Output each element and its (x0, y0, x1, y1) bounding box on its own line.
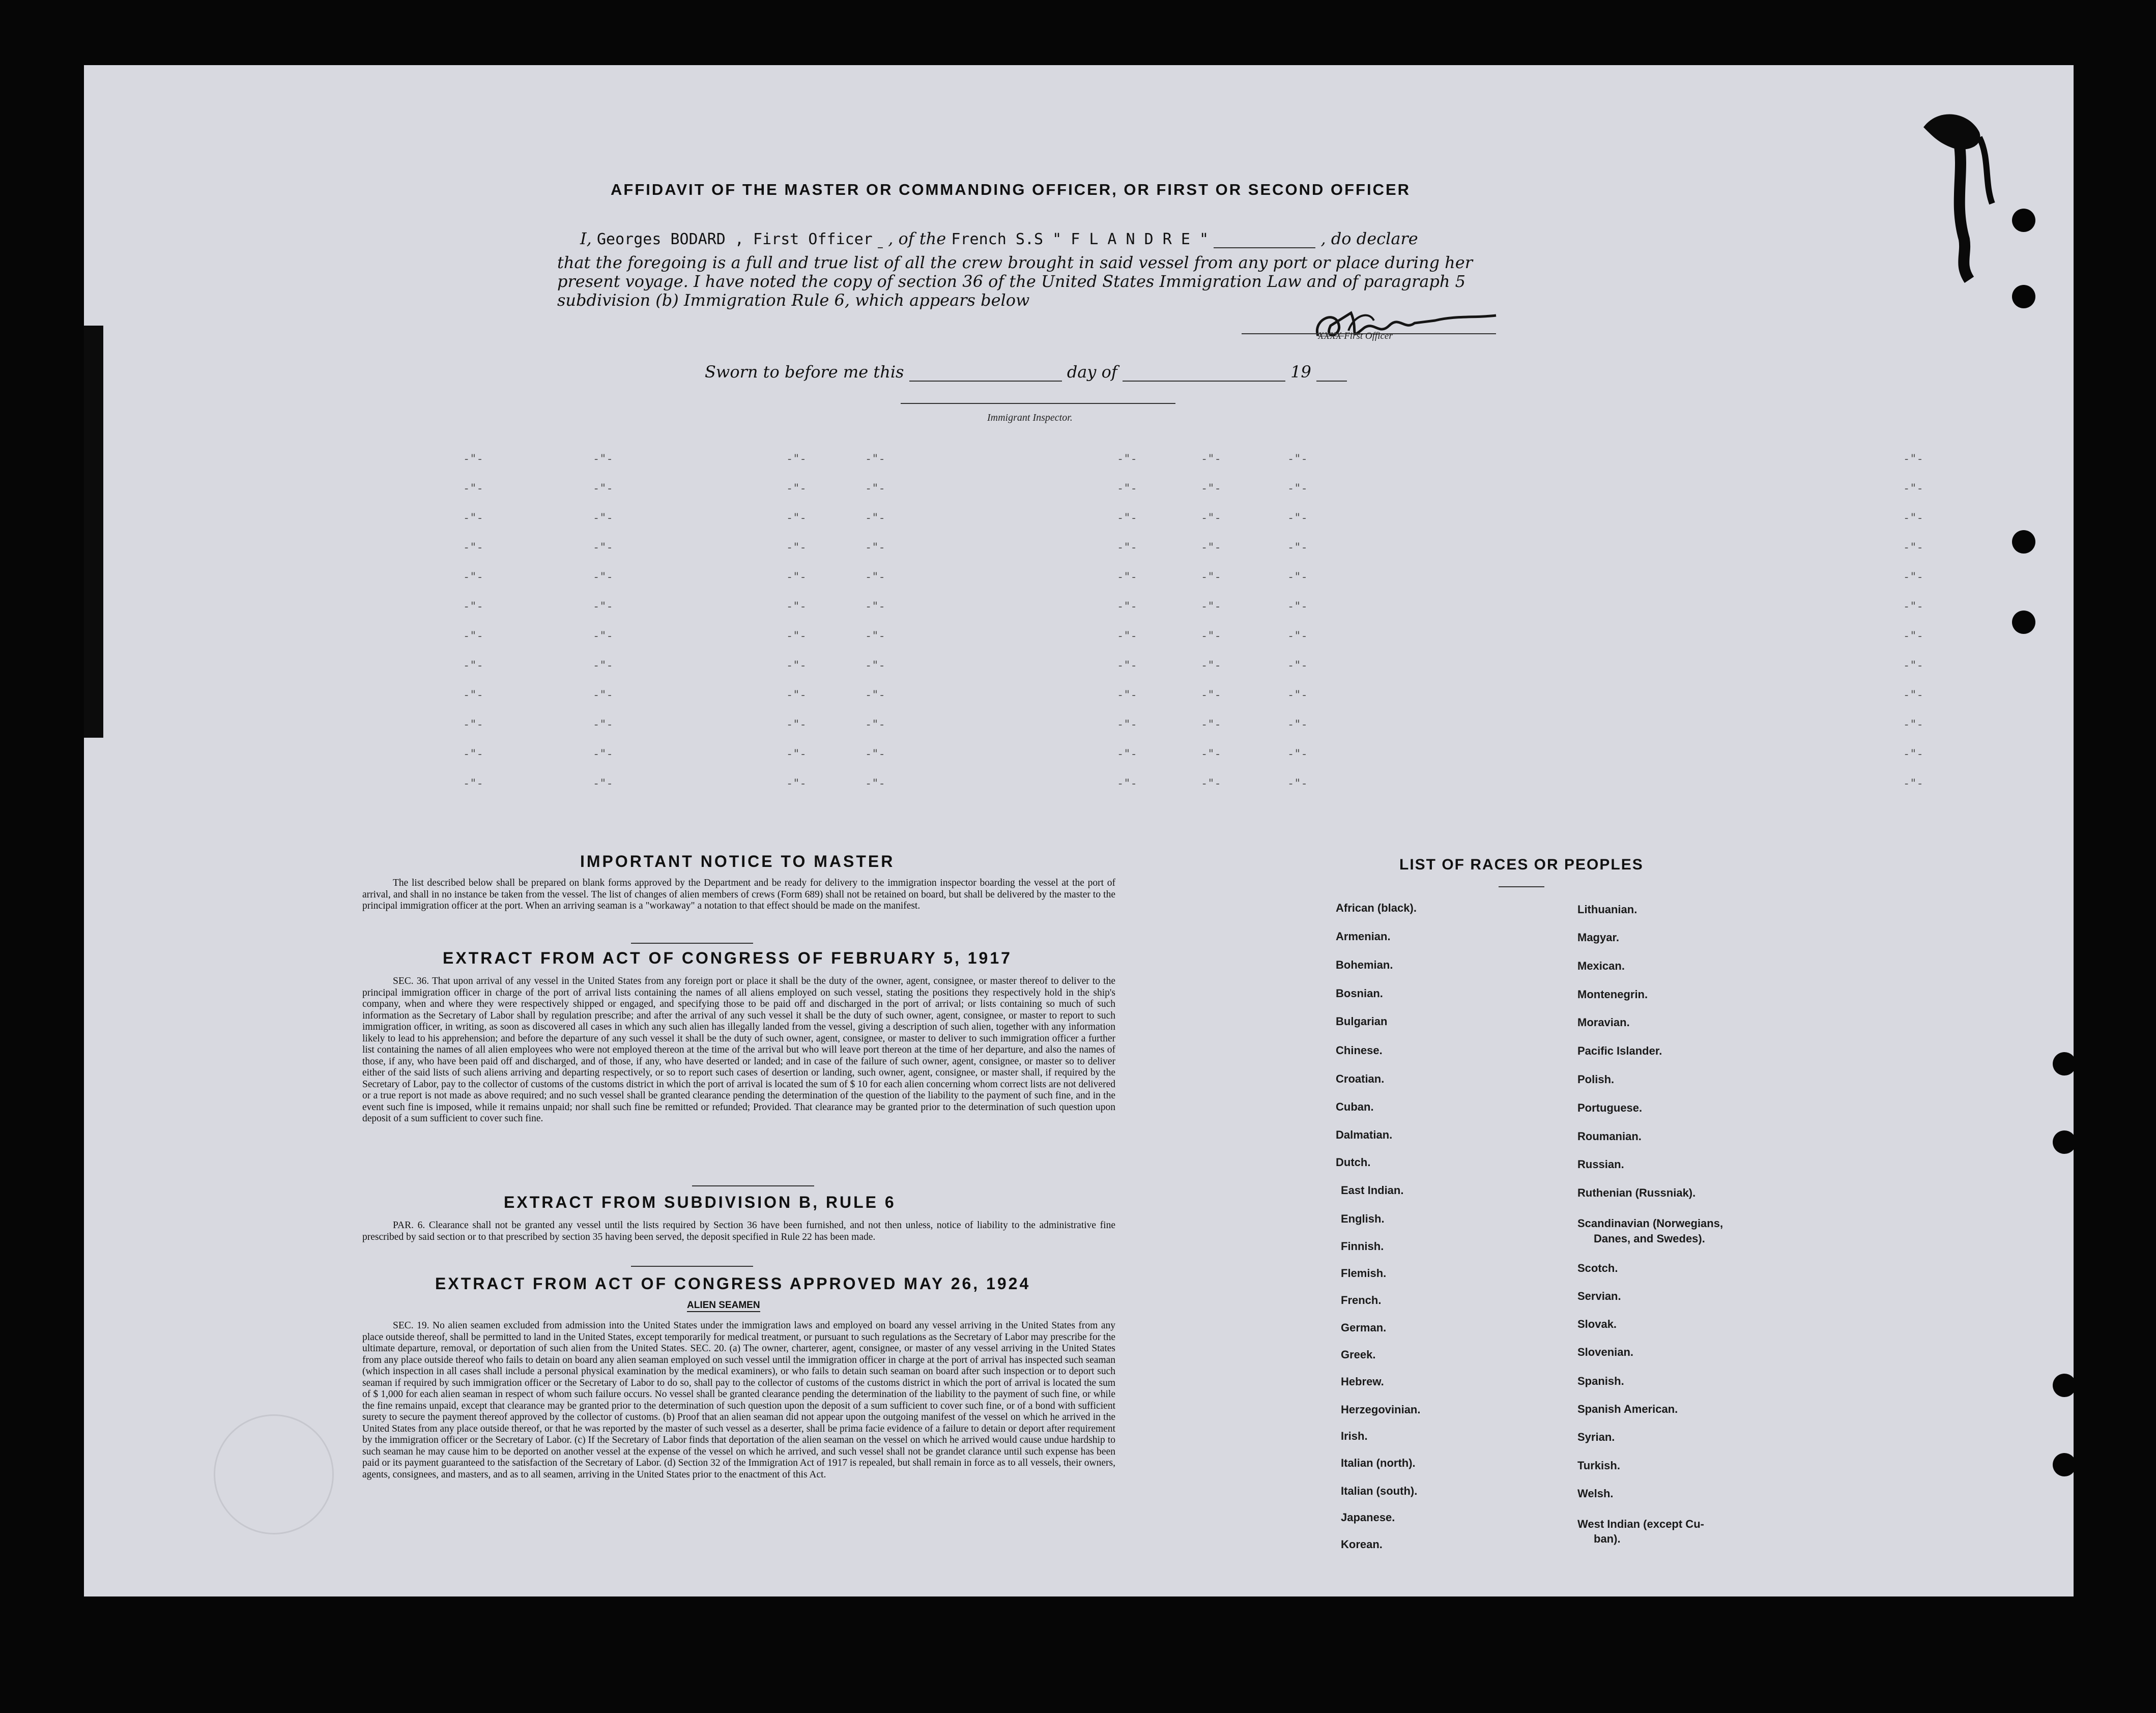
sworn-day-of: day of (1067, 362, 1117, 382)
ditto-mark: -"- (1201, 453, 1221, 466)
declaration-line-1 (580, 229, 1418, 248)
race-item: Korean. (1341, 1538, 1383, 1551)
races-title-divider (1499, 886, 1544, 887)
ditto-mark: -"- (1117, 453, 1137, 466)
race-item: Welsh. (1577, 1487, 1614, 1500)
extract-rule6-text: PAR. 6. Clearance shall not be granted any vessel until the lists required by Section 36 have been furnished, and not then unless, notice of liability to the administrative fine prescribed by said section or to that prescribed by section 35 having been served, the deposit specified in Rule 22 has been made. (362, 1220, 1115, 1242)
ditto-mark: -"- (1287, 689, 1308, 702)
ditto-mark: -"- (865, 748, 885, 761)
ditto-mark: -"- (463, 541, 483, 554)
ditto-mark: -"- (1287, 718, 1308, 731)
ditto-mark: -"- (1287, 748, 1308, 761)
race-item: Japanese. (1341, 1511, 1395, 1524)
ditto-mark: -"- (1903, 571, 1923, 584)
ditto-mark: -"- (593, 630, 613, 643)
race-item: Irish. (1341, 1430, 1368, 1442)
race-item: French. (1341, 1294, 1382, 1306)
ditto-mark: -"- (865, 571, 885, 584)
ditto-mark: -"- (1117, 718, 1137, 731)
ditto-mark: -"- (1903, 541, 1923, 554)
race-item: English. (1341, 1212, 1385, 1225)
binder-hole (2012, 530, 2035, 554)
race-item: Flemish. (1341, 1267, 1387, 1280)
inspector-label: Immigrant Inspector. (987, 412, 1073, 423)
ditto-mark: -"- (1117, 659, 1137, 672)
ditto-mark: -"- (463, 748, 483, 761)
ditto-mark: -"- (1287, 482, 1308, 495)
race-item: Syrian. (1577, 1431, 1615, 1443)
races-title: LIST OF RACES OR PEOPLES (1399, 856, 1644, 873)
ditto-mark: -"- (1903, 630, 1923, 643)
ditto-mark: -"- (865, 659, 885, 672)
officer-name: Georges BODARD , First Officer (596, 230, 873, 248)
race-item: Herzegovinian. (1341, 1403, 1421, 1416)
race-item: Croatian. (1336, 1072, 1385, 1085)
race-item: West Indian (except Cu- (1577, 1518, 1704, 1530)
ditto-mark: -"- (786, 659, 807, 672)
extract-1917-text: SEC. 36. That upon arrival of any vessel in the United States from any foreign port or place it shall be the duty of the owner, agent, consignee, or master thereof to deliver to the principal immigration officer in charge of the port of arrival lists containing the names of all aliens employed on such vessel, stating the positions they respectively hold in the ship's company, when and where they were respectively shipped or engaged, and specifying those to be paid off and discharged in the port of arrival; or lists containing so much of such information as the Secretary of Labor shall by regulation prescribe; and after the arrival of any such vessel it shall be the duty of such owner, agent, consignee, or master to report to such immigration officer, in writing, as soon as discovered all cases in which any such alien has illegally landed from the vessel, giving a description of such alien, together with any information likely to lead to his apprehension; and before the departure of any such vessel it shall be the duty of such owner, agent, consignee, or master to deliver to such immigration officer a further list containing the names of all alien employees who were not employed thereon at the time of the arrival but who will leave port thereon at the time of her departure, and also the names of those, if any, who have been paid off and discharged, and of those, if any, who have deserted or landed; and in case of the failure of such owner, agent, consignee, or master so to deliver either of the said lists of such aliens arriving and departing respectively, or so to report such cases of desertion or landing, such owner, agent, consignee, or master shall, if required by the Secretary of Labor, pay to the collector of customs of the customs district in which the port of arrival is located the sum of $ 10 for each alien concerning whom correct lists are not delivered or a true report is not made as above required; and no such vessel shall be granted clearance pending the determination of the question of the liability to the payment of such fine, and in the event such fine is imposed, while it remains unpaid; nor shall such fine be remitted or refunded; Provided. That clearance may be granted prior to the determination of such question upon deposit of a sum sufficient to cover such fine. (362, 976, 1115, 1124)
ditto-mark: -"- (1287, 777, 1308, 790)
race-item: Russian. (1577, 1158, 1624, 1171)
ditto-mark: -"- (1287, 600, 1308, 613)
race-item: Roumanian. (1577, 1130, 1642, 1143)
ditto-mark: -"- (593, 777, 613, 790)
race-item: Dutch. (1336, 1156, 1371, 1169)
faint-stamp (214, 1414, 334, 1534)
officer-label (1318, 331, 1393, 342)
ditto-mark: -"- (1117, 600, 1137, 613)
ditto-mark: -"- (1201, 718, 1221, 731)
extract-1917-title: EXTRACT FROM ACT OF CONGRESS OF FEBRUARY 5, 1917 (443, 949, 1012, 967)
ditto-mark: -"- (865, 482, 885, 495)
ditto-mark: -"- (1903, 659, 1923, 672)
race-item: African (black). (1336, 902, 1417, 914)
race-item: Bulgarian (1336, 1015, 1388, 1028)
ditto-mark: -"- (1903, 482, 1923, 495)
ditto-mark: -"- (1903, 512, 1923, 525)
race-item: Italian (south). (1341, 1485, 1418, 1497)
ditto-mark: -"- (865, 600, 885, 613)
ditto-mark: -"- (593, 659, 613, 672)
race-item: Danes, and Swedes). (1594, 1232, 1705, 1245)
race-item: Finnish. (1341, 1240, 1384, 1253)
sworn-line (705, 362, 1347, 382)
binder-hole (2053, 1130, 2076, 1154)
ditto-mark: -"- (1287, 512, 1308, 525)
ditto-mark: -"- (1117, 689, 1137, 702)
ditto-mark: -"- (463, 630, 483, 643)
ditto-mark: -"- (593, 453, 613, 466)
sworn-day-blank (909, 368, 1062, 382)
extract-1917-divider (692, 1185, 814, 1186)
ditto-mark: -"- (1903, 718, 1923, 731)
race-item: Scotch. (1577, 1262, 1618, 1274)
ditto-mark: -"- (1287, 630, 1308, 643)
ditto-mark: -"- (1903, 777, 1923, 790)
race-item: Spanish American. (1577, 1403, 1678, 1415)
ditto-mark: -"- (865, 777, 885, 790)
notice-text: The list described below shall be prepared on blank forms approved by the Department and be ready for delivery to the immigration inspector boarding the vessel at the port of arrival, and shall in no instance be taken from the vessel. The list of changes of alien members of crews (Form 689) shall not be retained on board, but shall be delivered by the master to the principal immigration officer at the port. When an arriving seaman is a "workaway" a notation to that effect should be made on the manifest. (362, 878, 1115, 911)
declaration-declare: , do declare (1320, 229, 1418, 248)
ditto-mark: -"- (1287, 571, 1308, 584)
binder-hole (2012, 611, 2035, 634)
extract-rule6-title: EXTRACT FROM SUBDIVISION B, RULE 6 (504, 1193, 896, 1211)
race-item: Italian (north). (1341, 1457, 1416, 1469)
ditto-mark: -"- (786, 571, 807, 584)
ditto-mark: -"- (463, 659, 483, 672)
race-item: Armenian. (1336, 930, 1391, 943)
officer-signature (1303, 300, 1567, 351)
race-item: Slovenian. (1577, 1346, 1634, 1358)
race-item: Greek. (1341, 1348, 1376, 1361)
race-item: Cuban. (1336, 1100, 1374, 1113)
ditto-mark: -"- (1287, 453, 1308, 466)
ditto-mark: -"- (1201, 748, 1221, 761)
extract-rule6-divider (631, 1266, 753, 1267)
sworn-year: 19 (1290, 362, 1311, 382)
struck-text: XXXX (1318, 331, 1344, 341)
race-item: Montenegrin. (1577, 988, 1648, 1001)
ditto-mark: -"- (1117, 630, 1137, 643)
ditto-mark: -"- (1117, 541, 1137, 554)
vessel-underline (1214, 235, 1315, 248)
ditto-mark: -"- (1201, 482, 1221, 495)
ditto-mark: -"- (786, 718, 807, 731)
ditto-mark: -"- (593, 748, 613, 761)
ditto-mark: -"- (1201, 689, 1221, 702)
binding-tie (1903, 71, 2005, 285)
vessel-name: French S.S " F L A N D R E " (951, 230, 1209, 248)
ditto-mark: -"- (463, 571, 483, 584)
ditto-mark: -"- (1903, 453, 1923, 466)
ditto-mark: -"- (593, 600, 613, 613)
extract-1924-text: SEC. 19. No alien seamen excluded from admission into the United States under the immigration laws and employed on board any vessel arriving in the United States from any place outside thereof, shall be permitted to land in the United States, except temporarily for medical treatment, or pursuant to such regulations as the Secretary of Labor may prescribe for the ultimate departure, removal, or deportation of such alien from the United States. SEC. 20. (a) The owner, charterer, agent, consignee, or master of any vessel arriving in the United States from any place outside thereof who fails to detain on board any alien seaman employed on such vessel until the immigration officer in charge at the port of arrival has inspected such seaman (which inspection in all cases shall include a personal physical examination by the medical examiners), or who fails to detain such seaman on board after such inspection or to deport such seaman if required by such immigration officer or the Secretary of Labor to do so, shall pay to the collector of customs of the customs district in which the port of arrival is located the sum of $ 1,000 for each alien seaman in respect of whom such failure occurs. No vessel shall be granted clearance pending the determination of the liability to the payment of such fine, or while the fine remains unpaid, except that clearance may be granted prior to the determination of such question upon the deposit of a sum sufficient to cover such fine, or of a bond with sufficient surety to secure the payment thereof approved by the collector of customs. (b) Proof that an alien seaman did not appear upon the outgoing manifest of the vessel on which he arrived in the United States from any place outside thereof, or that he was reported by the master of such vessel as a deserter, shall be prima facie evidence of a failure to detain or deport after requirement by the immigration officer or the Secretary of Labor. (c) If the Secretary of Labor finds that deportation of the alien seaman on the vessel on which he arrived would cause undue hardship to such seaman he may cause him to be deported on another vessel at the expense of the vessel on which he arrived, and such vessel shall not be grandet clarance until such expense has been paid or its payment guaranteed to the satisfaction of the Secretary of Labor. (d) Section 32 of the Immigration Act of 1917 is repealed, but shall remain in force as to all vessels, their owners, agents, consignees, and masters, and as to all seamen, arriving in the United States prior to the enactment of this Act. (362, 1320, 1115, 1480)
race-item: Bohemian. (1336, 959, 1393, 971)
notice-title: IMPORTANT NOTICE TO MASTER (580, 852, 895, 870)
name-underline (878, 235, 883, 248)
race-item: Slovak. (1577, 1318, 1617, 1330)
binder-hole (2012, 285, 2035, 308)
race-item: Spanish. (1577, 1375, 1624, 1387)
ditto-mark: -"- (865, 689, 885, 702)
race-item: Hebrew. (1341, 1375, 1384, 1388)
declaration-prefix: I, (580, 229, 592, 248)
declaration-line-2: that the foregoing is a full and true list of all the crew brought in said vessel from any port or place during her (557, 253, 1473, 272)
ditto-mark: -"- (786, 630, 807, 643)
ditto-mark: -"- (593, 512, 613, 525)
declaration-of-the: , of the (888, 229, 946, 248)
sworn-year-blank (1316, 368, 1347, 382)
ditto-mark: -"- (786, 689, 807, 702)
binder-hole (2053, 1052, 2076, 1076)
ditto-mark: -"- (786, 777, 807, 790)
ditto-mark: -"- (1201, 777, 1221, 790)
ditto-mark: -"- (1201, 630, 1221, 643)
race-item: Magyar. (1577, 931, 1619, 944)
ditto-mark: -"- (786, 600, 807, 613)
binder-hole (2012, 209, 2035, 232)
binder-hole (2053, 1374, 2076, 1397)
ditto-mark: -"- (463, 689, 483, 702)
race-item: East Indian. (1341, 1184, 1404, 1197)
ditto-mark: -"- (463, 777, 483, 790)
officer-title: First Officer (1344, 331, 1393, 341)
race-item: Ruthenian (Russniak). (1577, 1186, 1696, 1199)
ditto-mark: -"- (786, 453, 807, 466)
ditto-mark: -"- (463, 482, 483, 495)
ditto-mark: -"- (1201, 512, 1221, 525)
left-edge-tab (84, 326, 103, 738)
ditto-mark: -"- (463, 512, 483, 525)
race-item: Moravian. (1577, 1016, 1630, 1029)
race-item: Pacific Islander. (1577, 1044, 1662, 1057)
ditto-mark: -"- (786, 482, 807, 495)
declaration-line-3: present voyage. I have noted the copy of section 36 of the United States Immigration Law and of paragraph 5 (557, 272, 1465, 291)
ditto-mark: -"- (865, 718, 885, 731)
binder-hole (2053, 1453, 2076, 1476)
ditto-mark: -"- (1201, 659, 1221, 672)
ditto-mark: -"- (865, 453, 885, 466)
ditto-mark: -"- (865, 630, 885, 643)
race-item: Polish. (1577, 1073, 1615, 1086)
ditto-mark: -"- (1117, 482, 1137, 495)
ditto-mark: -"- (786, 748, 807, 761)
ditto-mark: -"- (786, 512, 807, 525)
extract-1924-title: EXTRACT FROM ACT OF CONGRESS APPROVED MAY 26, 1924 (435, 1274, 1031, 1293)
inspector-line (901, 403, 1175, 404)
ditto-mark: -"- (1287, 541, 1308, 554)
ditto-mark: -"- (1117, 512, 1137, 525)
race-item: ban). (1594, 1532, 1621, 1545)
ditto-mark: -"- (1201, 600, 1221, 613)
sworn-prefix: Sworn to before me this (705, 362, 904, 382)
race-item: Turkish. (1577, 1459, 1620, 1472)
ditto-mark: -"- (865, 512, 885, 525)
ditto-mark: -"- (593, 541, 613, 554)
race-item: Mexican. (1577, 960, 1625, 972)
ditto-mark: -"- (1117, 748, 1137, 761)
ditto-mark: -"- (865, 541, 885, 554)
race-item: Dalmatian. (1336, 1128, 1393, 1141)
ditto-mark: -"- (593, 482, 613, 495)
ditto-mark: -"- (463, 600, 483, 613)
ditto-mark: -"- (1903, 689, 1923, 702)
ditto-mark: -"- (786, 541, 807, 554)
declaration-line-4: subdivision (b) Immigration Rule 6, which appears below (557, 291, 1030, 310)
ditto-mark: -"- (1201, 541, 1221, 554)
ditto-mark: -"- (593, 689, 613, 702)
ditto-mark: -"- (1117, 571, 1137, 584)
ditto-mark: -"- (593, 718, 613, 731)
race-item: Portuguese. (1577, 1101, 1643, 1114)
ditto-mark: -"- (1903, 600, 1923, 613)
race-item: Servian. (1577, 1290, 1621, 1302)
ditto-mark: -"- (1903, 748, 1923, 761)
race-item: Scandinavian (Norwegians, (1577, 1217, 1723, 1230)
ditto-mark: -"- (1287, 659, 1308, 672)
ditto-mark: -"- (463, 453, 483, 466)
ditto-mark: -"- (593, 571, 613, 584)
ditto-mark: -"- (1117, 777, 1137, 790)
ditto-mark: -"- (463, 718, 483, 731)
extract-1924-subtitle: ALIEN SEAMEN (687, 1300, 760, 1312)
race-item: Bosnian. (1336, 987, 1383, 1000)
race-item: Lithuanian. (1577, 903, 1637, 916)
notice-divider (631, 943, 753, 944)
race-item: Chinese. (1336, 1044, 1383, 1057)
affidavit-title: AFFIDAVIT OF THE MASTER OR COMMANDING OFFICER, OR FIRST OR SECOND OFFICER (611, 181, 1411, 198)
sworn-month-blank (1123, 368, 1285, 382)
ditto-mark: -"- (1201, 571, 1221, 584)
race-item: German. (1341, 1321, 1387, 1334)
